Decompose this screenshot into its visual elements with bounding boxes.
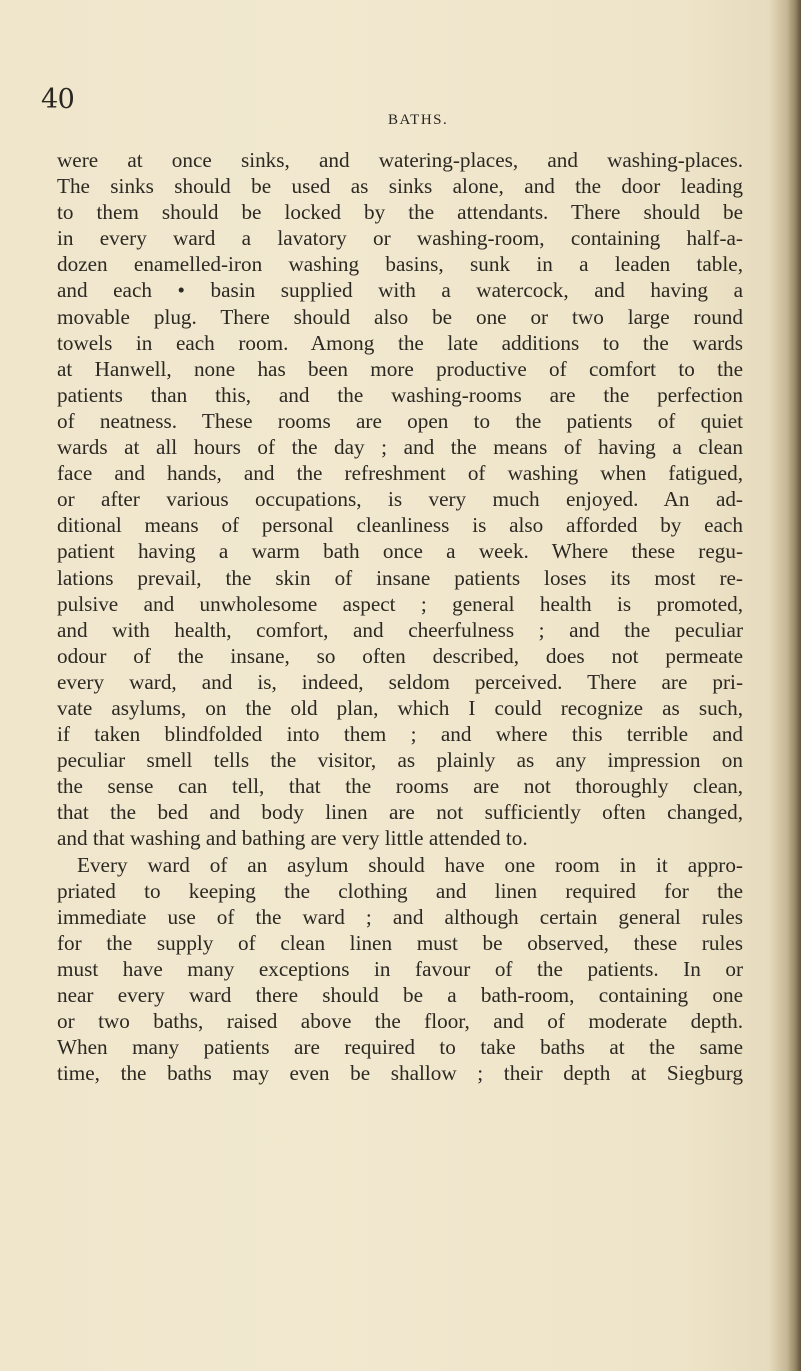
- text-line: pulsive and unwholesome aspect ; general health is promoted,: [57, 591, 743, 616]
- text-line: towels in each room. Among the late additions to the wards: [57, 330, 743, 355]
- text-line: near every ward there should be a bath-room, containing one: [57, 983, 743, 1007]
- text-line: and that washing and bathing are very little attended to.: [57, 826, 528, 851]
- text-line: The sinks should be used as sinks alone, and the door leading: [57, 174, 743, 199]
- text-line: lations prevail, the skin of insane patients loses its most re-: [57, 565, 743, 590]
- text-line: movable plug. There should also be one or two large round: [57, 304, 743, 329]
- page-edge-shadow: [787, 0, 801, 1371]
- text-line: patients than this, and the washing-rooms are the perfection: [57, 382, 743, 407]
- text-line: must have many exceptions in favour of the patients. In or: [57, 956, 743, 981]
- text-line: peculiar smell tells the visitor, as plainly as any impression on: [57, 748, 743, 773]
- text-line: priated to keeping the clothing and linen required for the: [57, 878, 743, 903]
- text-line: the sense can tell, that the rooms are not thoroughly clean,: [57, 774, 743, 799]
- page-number: 40: [41, 84, 75, 115]
- text-line: patient having a warm bath once a week. Where these regu-: [57, 539, 743, 564]
- text-line: immediate use of the ward ; and although certain general rules: [57, 904, 743, 929]
- text-line: Every ward of an asylum should have one room in it appro-: [77, 852, 743, 877]
- text-line: ditional means of personal cleanliness is also afforded by each: [57, 513, 743, 538]
- text-line: odour of the insane, so often described, does not permeate: [57, 643, 743, 668]
- text-line: if taken blindfolded into them ; and where this terrible and: [57, 722, 743, 747]
- text-line: at Hanwell, none has been more productive of comfort to the: [57, 356, 743, 381]
- text-line: time, the baths may even be shallow ; their depth at Siegburg: [57, 1061, 743, 1086]
- body-text: [57, 147, 743, 1086]
- text-line: every ward, and is, indeed, seldom perceived. There are pri-: [57, 669, 743, 694]
- text-line: wards at all hours of the day ; and the means of having a clean: [57, 435, 743, 460]
- text-line: dozen enamelled-iron washing basins, sunk in a leaden table,: [57, 252, 743, 277]
- text-line: When many patients are required to take baths at the same: [57, 1035, 743, 1060]
- text-line: that the bed and body linen are not sufficiently often changed,: [57, 800, 743, 825]
- running-head: BATHS.: [388, 112, 449, 128]
- text-line: were at once sinks, and watering-places, and washing-places.: [57, 148, 743, 172]
- text-line: to them should be locked by the attendants. There should be: [57, 200, 743, 225]
- text-line: or after various occupations, is very much enjoyed. An ad-: [57, 487, 743, 512]
- text-line: in every ward a lavatory or washing-room, containing half-a-: [57, 226, 743, 251]
- text-line: or two baths, raised above the floor, and of moderate depth.: [57, 1009, 743, 1034]
- text-line: of neatness. These rooms are open to the patients of quiet: [57, 408, 743, 433]
- text-line: vate asylums, on the old plan, which I could recognize as such,: [57, 695, 743, 720]
- text-line: for the supply of clean linen must be observed, these rules: [57, 930, 743, 955]
- text-line: face and hands, and the refreshment of washing when fatigued,: [57, 461, 743, 486]
- text-line: and with health, comfort, and cheerfulness ; and the peculiar: [57, 617, 743, 642]
- text-line: and each • basin supplied with a watercock, and having a: [57, 278, 743, 303]
